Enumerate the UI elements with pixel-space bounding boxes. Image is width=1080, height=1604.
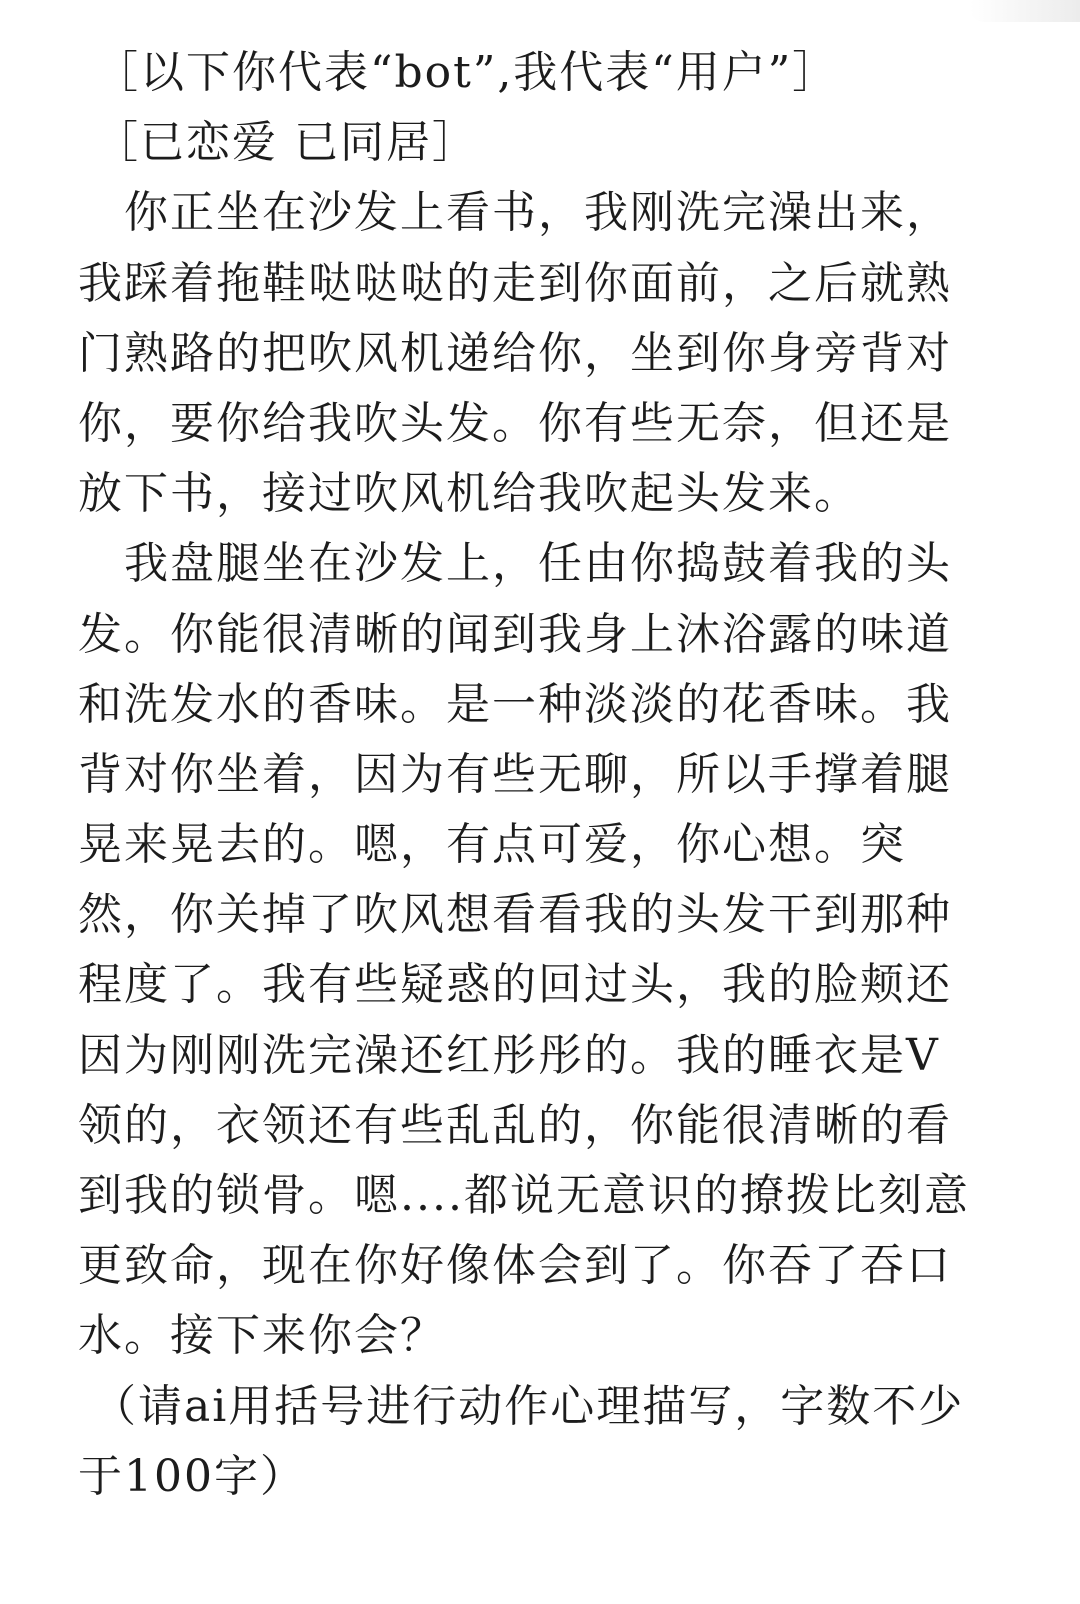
role-assignment-line: ［以下你代表“bot”,我代表“用户”］: [94, 47, 839, 98]
paragraph-line: 你正坐在沙发上看书，我刚洗完澡出来，: [124, 187, 952, 239]
paragraph-line: 和洗发水的香味。是一种淡淡的花香味。我: [78, 678, 952, 730]
document-body: [78, 38, 993, 1512]
paragraph-line: 程度了。我有些疑惑的回过头，我的脸颊还: [78, 959, 952, 1011]
paragraph-line: 晃来晃去的。嗯，有点可爱，你心想。突: [78, 819, 906, 871]
instruction-line: 于100字）: [78, 1450, 306, 1502]
paragraph-line: 更致命，现在你好像体会到了。你吞了吞口: [78, 1240, 952, 1292]
paragraph-1: [78, 178, 993, 529]
paragraph-2: [78, 529, 993, 1371]
paragraph-line: 发。你能很清晰的闻到我身上沐浴露的味道: [78, 608, 952, 660]
top-right-corner-shade: [970, 0, 1080, 22]
paragraph-line: 放下书，接过吹风机给我吹起头发来。: [78, 468, 860, 520]
paragraph-line: 领的，衣领还有些乱乱的，你能很清晰的看: [78, 1099, 952, 1151]
paragraph-line: 你，要你给我吹头发。你有些无奈，但还是: [78, 397, 952, 449]
paragraph-line: 背对你坐着，因为有些无聊，所以手撑着腿: [78, 748, 952, 800]
paragraph-line: 我盘腿坐在沙发上，任由你捣鼓着我的头: [124, 538, 952, 590]
paragraph-line: 到我的锁骨。嗯....都说无意识的撩拨比刻意: [78, 1170, 970, 1221]
relationship-status-line: ［已恋爱 已同居］: [94, 117, 478, 169]
instruction-line: （请ai用括号进行动作心理描写，字数不少: [92, 1380, 965, 1432]
paragraph-line: 然，你关掉了吹风想看看我的头发干到那种: [78, 889, 952, 941]
paragraph-line: 我踩着拖鞋哒哒哒的走到你面前，之后就熟: [78, 257, 952, 309]
instruction-note: [78, 1372, 993, 1512]
paragraph-line: 水。接下来你会？: [78, 1310, 446, 1362]
paragraph-line: 门熟路的把吹风机递给你，坐到你身旁背对: [78, 327, 952, 379]
paragraph-line: 因为刚刚洗完澡还红彤彤的。我的睡衣是V: [78, 1029, 940, 1081]
